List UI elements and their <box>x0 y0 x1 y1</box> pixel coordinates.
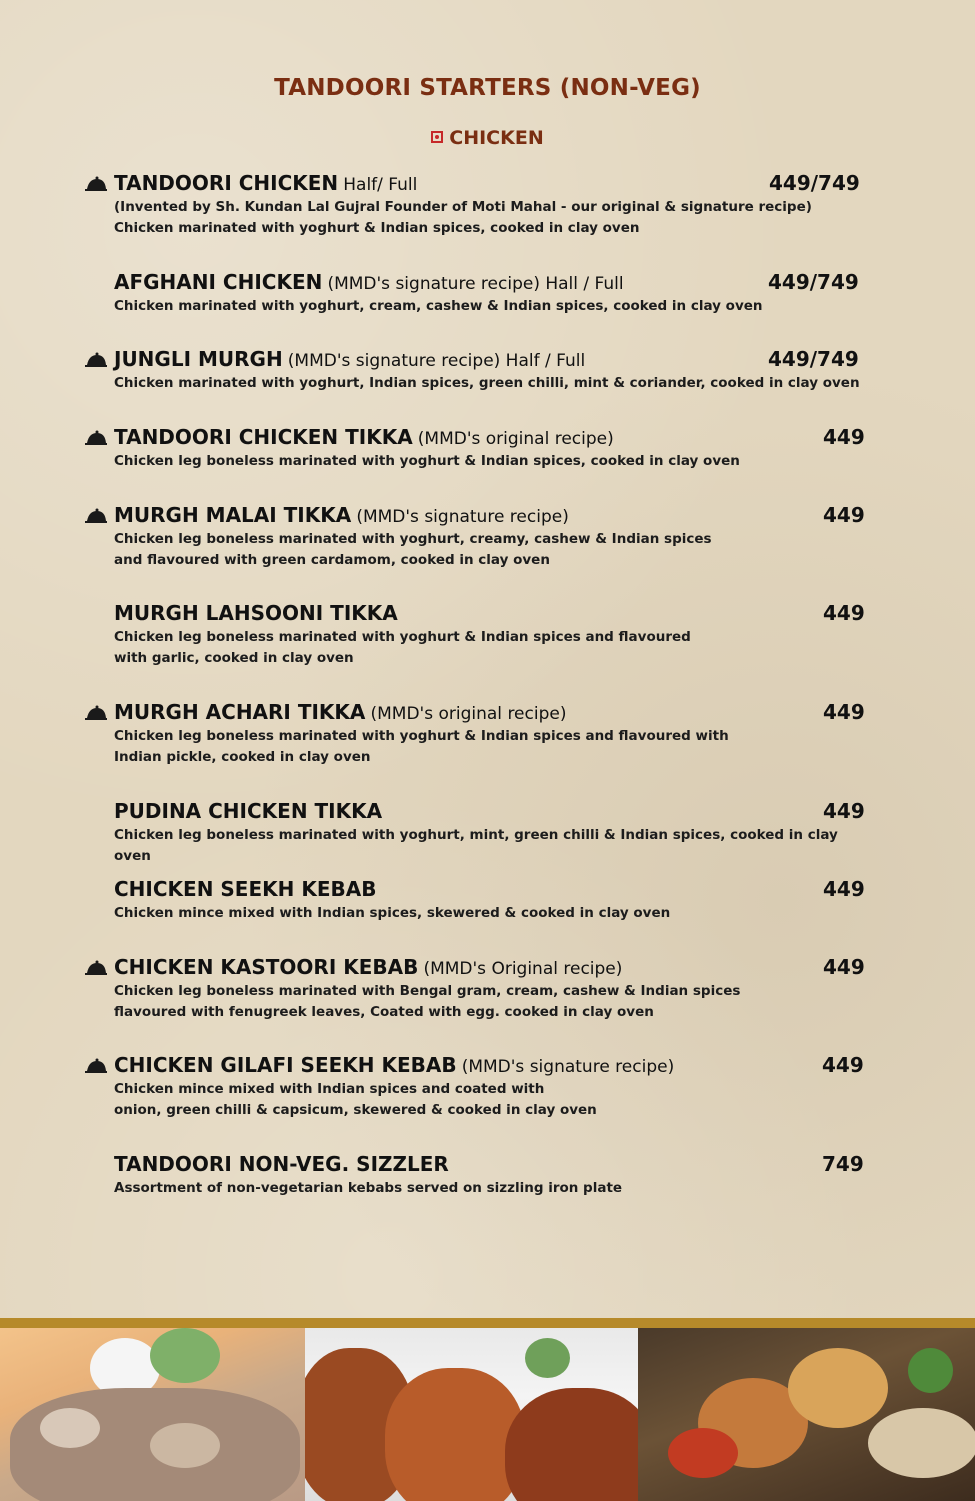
item-note: (MMD's Original recipe) <box>423 959 623 979</box>
item-price: 449 <box>823 877 865 901</box>
item-desc: Chicken leg boneless marinated with yoghurt, creamy, cashew & Indian spices <box>114 531 712 547</box>
chef-special-icon <box>84 1057 108 1075</box>
item-desc: and flavoured with green cardamom, cooked in clay oven <box>114 552 550 568</box>
menu-item <box>114 601 874 669</box>
menu-item <box>114 1152 874 1199</box>
menu-item <box>114 877 874 924</box>
chef-special-icon <box>84 351 108 369</box>
chef-special-icon <box>84 175 108 193</box>
chef-special-icon <box>84 704 108 722</box>
item-price: 449 <box>823 601 865 625</box>
item-desc: (Invented by Sh. Kundan Lal Gujral Founder of Moti Mahal - our original & signature recipe) <box>114 199 812 215</box>
item-desc: Chicken leg boneless marinated with Bengal gram, cream, cashew & Indian spices <box>114 983 741 999</box>
item-price: 449 <box>823 955 865 979</box>
item-price: 449 <box>823 503 865 527</box>
item-price: 449/749 <box>768 347 859 371</box>
item-name: MURGH ACHARI TIKKA <box>114 700 366 724</box>
menu-item <box>114 503 874 571</box>
item-name: CHICKEN GILAFI SEEKH KEBAB <box>114 1053 457 1077</box>
menu-title: TANDOORI STARTERS (NON-VEG) <box>274 75 701 101</box>
food-photo <box>305 1328 638 1501</box>
subhead-label: CHICKEN <box>449 127 544 149</box>
item-price: 449 <box>822 1053 864 1077</box>
item-desc: Chicken leg boneless marinated with yoghurt & Indian spices, cooked in clay oven <box>114 453 740 469</box>
item-price: 449/749 <box>769 171 860 195</box>
chef-special-icon <box>84 507 108 525</box>
item-desc: Chicken marinated with yoghurt, Indian spices, green chilli, mint & coriander, cooked in clay oven <box>114 375 860 391</box>
item-note: (MMD's signature recipe) <box>461 1057 675 1077</box>
item-note: (MMD's signature recipe) <box>356 507 569 527</box>
item-note: (MMD's signature recipe) Hall / Full <box>327 274 624 294</box>
item-desc: with garlic, cooked in clay oven <box>114 650 354 666</box>
item-desc: Chicken mince mixed with Indian spices, skewered & cooked in clay oven <box>114 905 671 921</box>
item-desc: Chicken mince mixed with Indian spices and coated with <box>114 1081 545 1097</box>
menu-item <box>114 1053 874 1121</box>
item-desc: Chicken marinated with yoghurt & Indian spices, cooked in clay oven <box>114 220 640 236</box>
menu-item <box>114 425 874 472</box>
item-desc: onion, green chilli & capsicum, skewered & cooked in clay oven <box>114 1102 597 1118</box>
item-desc: Chicken leg boneless marinated with yoghurt, mint, green chilli & Indian spices, cooked in clay oven <box>114 827 838 864</box>
item-desc: Chicken marinated with yoghurt, cream, cashew & Indian spices, cooked in clay oven <box>114 298 763 314</box>
item-note: (MMD's original recipe) <box>370 704 567 724</box>
item-price: 449 <box>823 425 865 449</box>
menu-item <box>114 799 874 867</box>
item-name: MURGH MALAI TIKKA <box>114 503 352 527</box>
item-name: TANDOORI CHICKEN TIKKA <box>114 425 413 449</box>
food-photo <box>638 1328 975 1501</box>
item-name: TANDOORI CHICKEN <box>114 171 339 195</box>
item-note: (MMD's original recipe) <box>417 429 614 449</box>
item-desc: Indian pickle, cooked in clay oven <box>114 749 371 765</box>
menu-item <box>114 700 874 768</box>
item-note: Half/ Full <box>343 175 418 195</box>
section-subhead <box>0 127 975 149</box>
item-name: MURGH LAHSOONI TIKKA <box>114 601 398 625</box>
item-price: 449 <box>823 700 865 724</box>
item-desc: Chicken leg boneless marinated with yoghurt & Indian spices and flavoured with <box>114 728 729 744</box>
food-photo <box>0 1328 305 1501</box>
item-price: 749 <box>822 1152 864 1176</box>
chef-special-icon <box>84 959 108 977</box>
menu-item <box>114 171 874 239</box>
item-note: (MMD's signature recipe) Half / Full <box>287 351 586 371</box>
item-name: PUDINA CHICKEN TIKKA <box>114 799 383 823</box>
item-name: JUNGLI MURGH <box>114 347 283 371</box>
item-name: CHICKEN SEEKH KEBAB <box>114 877 377 901</box>
item-price: 449/749 <box>768 270 859 294</box>
item-desc: Assortment of non-vegetarian kebabs served on sizzling iron plate <box>114 1180 623 1196</box>
menu-item <box>114 347 874 394</box>
chef-special-icon <box>84 429 108 447</box>
menu-item <box>114 270 874 317</box>
item-desc: Chicken leg boneless marinated with yoghurt & Indian spices and flavoured <box>114 629 691 645</box>
menu-item <box>114 955 874 1023</box>
item-name: AFGHANI CHICKEN <box>114 270 323 294</box>
non-veg-icon <box>431 131 443 143</box>
item-price: 449 <box>823 799 865 823</box>
food-photo-strip <box>0 1318 975 1501</box>
item-name: TANDOORI NON-VEG. SIZZLER <box>114 1152 449 1176</box>
item-desc: flavoured with fenugreek leaves, Coated with egg. cooked in clay oven <box>114 1004 654 1020</box>
item-name: CHICKEN KASTOORI KEBAB <box>114 955 419 979</box>
